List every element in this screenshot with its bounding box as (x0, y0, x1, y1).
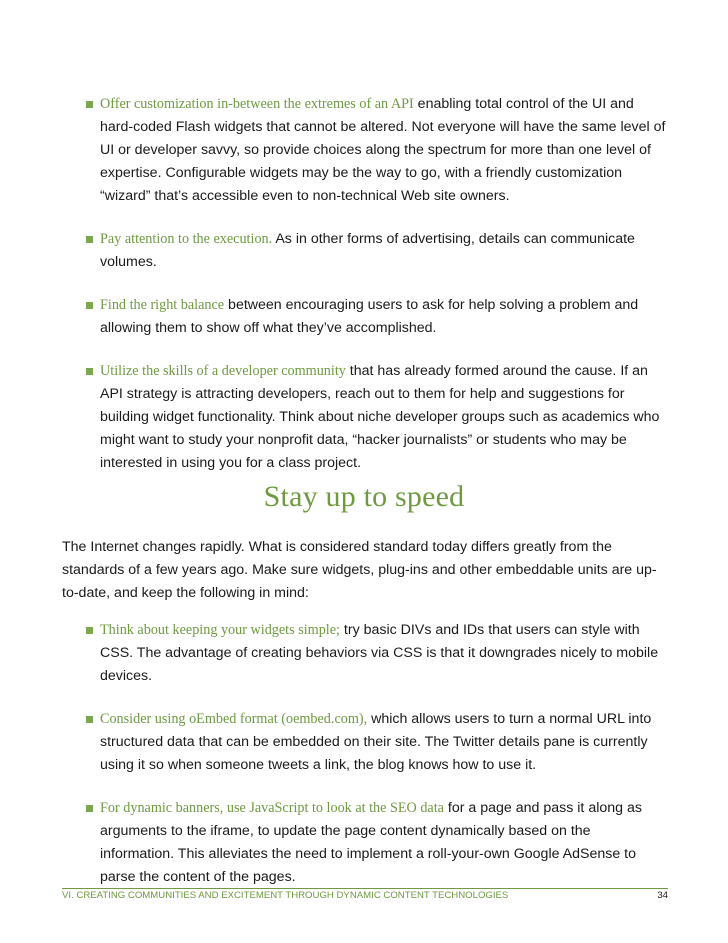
square-bullet-icon (86, 627, 93, 634)
item-lead: Think about keeping your widgets simple; (100, 622, 340, 638)
section-intro: The Internet changes rapidly. What is considered standard today differs greatly from the standards of a few years ago. Make sure widgets, plug-ins and other embeddable units are up-to-date, and keep the following in mind: (62, 539, 657, 601)
item-text: that has already formed around the cause. If an API strategy is attracting developers, reach out to them for help and suggestions for building widget functionality. Think about niche developer groups such as academics who might want to study your nonprofit data, “hacker journalists” or students who may be interested in using you for a class project. (100, 363, 660, 471)
item-lead: Utilize the skills of a developer community (100, 363, 346, 379)
tips-list-top (86, 93, 666, 495)
list-item (86, 797, 666, 889)
item-lead: For dynamic banners, use JavaScript to look at the SEO data (100, 800, 444, 816)
square-bullet-icon (86, 302, 93, 309)
list-item (86, 228, 666, 274)
item-text: which allows users to turn a normal URL into structured data that can be embedded on their site. The Twitter details pane is currently using it so when someone tweets a link, the blog knows how to use it. (100, 711, 652, 773)
footer-chapter-title: VI. CREATING COMMUNITIES AND EXCITEMENT THROUGH DYNAMIC CONTENT TECHNOLOGIES (62, 890, 509, 901)
square-bullet-icon (86, 368, 93, 375)
page-number: 34 (657, 890, 668, 901)
item-lead: Pay attention to the execution. (100, 231, 273, 247)
square-bullet-icon (86, 101, 93, 108)
list-item (86, 294, 666, 340)
tips-list-bottom (86, 619, 666, 909)
item-text: As in other forms of advertising, details can communicate volumes. (100, 231, 635, 270)
item-lead: Consider using oEmbed format (oembed.com), (100, 711, 368, 727)
square-bullet-icon (86, 805, 93, 812)
item-lead: Find the right balance (100, 297, 225, 313)
item-text: try basic DIVs and IDs that users can style with CSS. The advantage of creating behaviors via CSS is that it downgrades nicely to mobile devices. (100, 622, 659, 684)
item-text: enabling total control of the UI and hard-coded Flash widgets that cannot be altered. Not everyone will have the same level of UI or developer savvy, so provide choices along the spectrum for more than one level of expertise. Configurable widgets may be the way to go, with a friendly customization “wizard” that’s accessible even to non-technical Web site owners. (100, 96, 666, 204)
item-text: for a page and pass it along as arguments to the iframe, to update the page content dynamically based on the information. This alleviates the need to implement a roll-your-own Google AdSense to parse the content of the pages. (100, 800, 642, 885)
page-footer (62, 888, 668, 901)
list-item (86, 360, 666, 475)
item-text: between encouraging users to ask for help solving a problem and allowing them to show off what they’ve accomplished. (100, 297, 639, 336)
section-heading: Stay up to speed (263, 480, 465, 513)
square-bullet-icon (86, 716, 93, 723)
list-item (86, 93, 666, 208)
list-item (86, 619, 666, 688)
list-item (86, 708, 666, 777)
square-bullet-icon (86, 236, 93, 243)
item-lead: Offer customization in-between the extremes of an API (100, 96, 414, 112)
